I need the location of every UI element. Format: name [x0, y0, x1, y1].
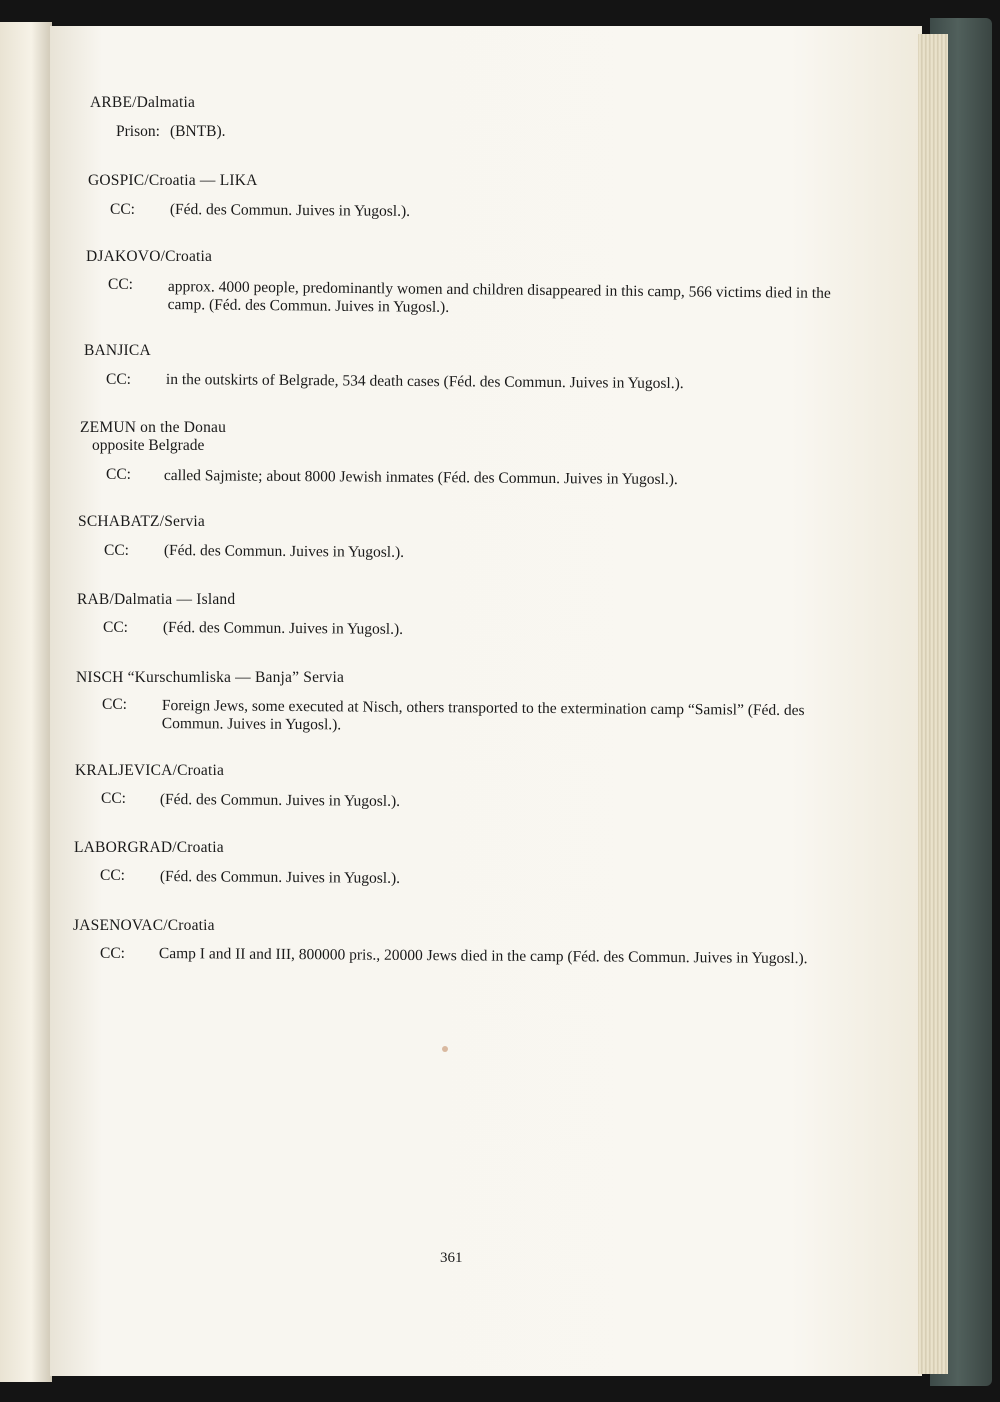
- entry-text-jasenovac: Camp I and II and III, 800000 pris., 20000 Jews died in the camp (Féd. des Commun. Juives in Yugosl.).: [158, 945, 808, 968]
- entry-label-nisch: CC:: [102, 696, 127, 713]
- entry-title-jasenovac: JASENOVAC/Croatia: [73, 917, 215, 934]
- entry-label-laborgrad: CC:: [100, 867, 125, 884]
- entry-label-kraljevica: CC:: [101, 790, 126, 807]
- entry-text-schabatz: (Féd. des Commun. Juives in Yugosl.).: [163, 542, 405, 561]
- entry-title-zemun: ZEMUN on the Donau: [80, 419, 227, 436]
- entry-title-schabatz: SCHABATZ/Servia: [78, 513, 205, 530]
- entry-text-zemun: called Sajmiste; about 8000 Jewish inmates (Féd. des Commun. Juives in Yugosl.).: [163, 467, 678, 489]
- entry-title-banjica: BANJICA: [84, 342, 151, 359]
- entry-text-laborgrad: (Féd. des Commun. Juives in Yugosl.).: [159, 868, 401, 887]
- entry-title-arbe: ARBE/Dalmatia: [90, 94, 196, 111]
- entry-label-schabatz: CC:: [104, 542, 129, 559]
- entry-label-jasenovac: CC:: [100, 945, 125, 962]
- entry-text-kraljevica: (Féd. des Commun. Juives in Yugosl.).: [159, 791, 401, 810]
- entry-title-laborgrad: LABORGRAD/Croatia: [74, 839, 224, 856]
- entry-text-nisch: Foreign Jews, some executed at Nisch, others transported to the extermination camp “Samisl” (Féd. des Commun. Juives in Yugosl.).: [161, 697, 805, 734]
- entry-text-gospic: (Féd. des Commun. Juives in Yugosl.).: [169, 201, 411, 220]
- entry-label-banjica: CC:: [106, 371, 131, 388]
- entry-label-rab: CC:: [103, 619, 128, 636]
- entry-subtitle-zemun: opposite Belgrade: [92, 437, 205, 454]
- entry-text-rab: (Féd. des Commun. Juives in Yugosl.).: [162, 619, 404, 638]
- entry-title-nisch: NISCH “Kurschumliska — Banja” Servia: [76, 669, 345, 686]
- page-number: 361: [440, 1250, 463, 1266]
- entry-label-arbe: Prison:: [116, 123, 160, 140]
- entry-label-gospic: CC:: [110, 201, 135, 218]
- entry-title-gospic: GOSPIC/Croatia — LIKA: [88, 172, 258, 189]
- entry-text-banjica: in the outskirts of Belgrade, 534 death cases (Féd. des Commun. Juives in Yugosl.).: [165, 371, 684, 393]
- paper-speck: [442, 1046, 448, 1052]
- entry-text-arbe: (BNTB).: [170, 123, 226, 140]
- entry-label-djakovo: CC:: [108, 276, 133, 293]
- entry-label-zemun: CC:: [106, 466, 131, 483]
- entry-title-djakovo: DJAKOVO/Croatia: [86, 248, 213, 265]
- entry-title-rab: RAB/Dalmatia — Island: [77, 591, 236, 608]
- entry-title-kraljevica: KRALJEVICA/Croatia: [75, 762, 225, 779]
- entry-text-djakovo: approx. 4000 people, predominantly women and children disappeared in this camp, 566 victims died in the camp. (Féd. des Commun. Juives in Yugosl.).: [167, 278, 831, 316]
